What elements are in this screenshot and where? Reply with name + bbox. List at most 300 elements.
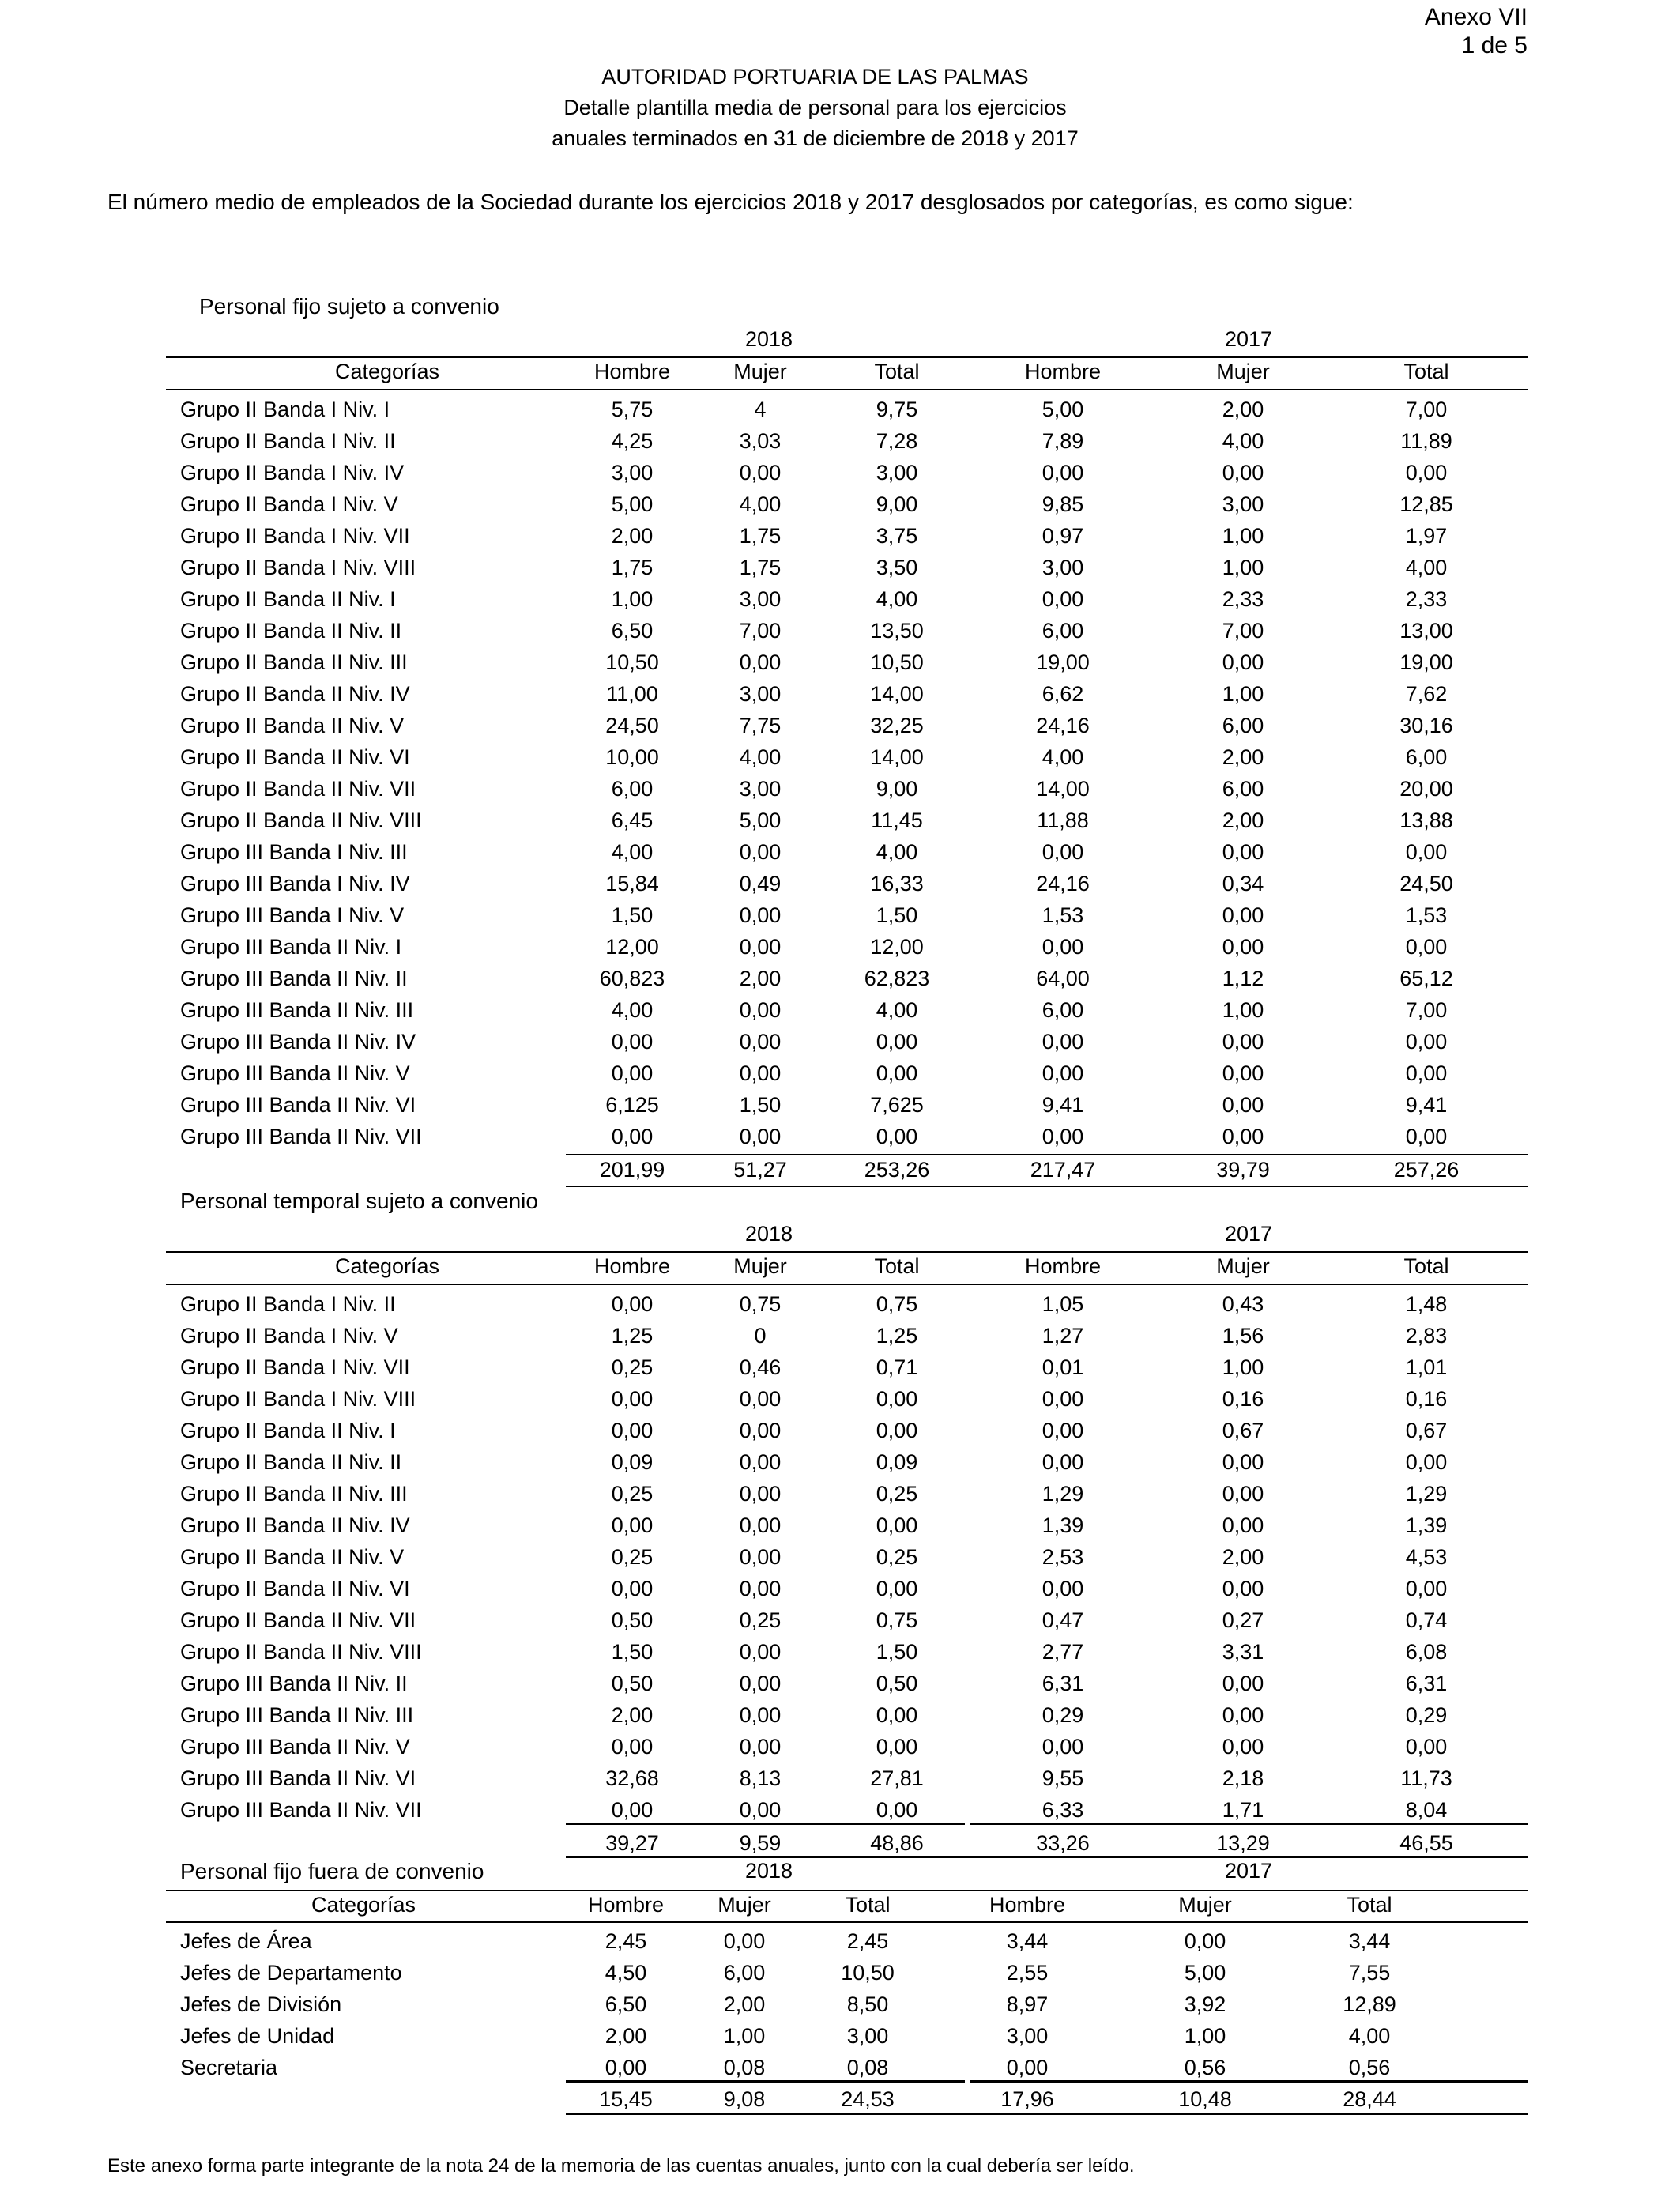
value-cell: 9,00	[876, 777, 918, 801]
value-cell: 0,00	[876, 1798, 918, 1822]
column-header: Total	[874, 1254, 920, 1278]
value-cell: 0,00	[876, 1735, 918, 1759]
value-cell: 0,00	[739, 1514, 782, 1537]
table-row	[0, 1383, 1680, 1415]
value-cell: 1,75	[611, 556, 654, 579]
value-cell: 0,00	[1042, 1419, 1084, 1442]
value-cell: 32,68	[605, 1766, 659, 1790]
table-row	[0, 1478, 1680, 1510]
value-cell: 0,25	[611, 1482, 654, 1506]
value-cell: 0,00	[611, 1577, 654, 1600]
category-label: Grupo II Banda II Niv. III	[180, 650, 408, 674]
value-cell: 0,27	[1222, 1608, 1264, 1632]
table-row	[0, 994, 1680, 1026]
value-cell: 0,00	[611, 1514, 654, 1537]
column-header: Total	[845, 1893, 891, 1917]
column-header: Hombre	[1024, 1254, 1102, 1278]
table-row	[0, 2020, 1680, 2052]
value-cell: 0,00	[1222, 1093, 1264, 1117]
value-cell: 0,00	[1405, 1061, 1448, 1085]
value-cell: 11,00	[606, 682, 658, 706]
value-cell: 5,00	[1184, 1961, 1226, 1985]
value-cell: 0,00	[739, 1735, 782, 1759]
table-row	[0, 1026, 1680, 1057]
value-cell: 1,05	[1042, 1292, 1084, 1316]
table-row	[0, 1288, 1680, 1320]
table-row	[0, 457, 1680, 488]
value-cell: 6,00	[1222, 714, 1264, 737]
value-cell: 0,00	[1222, 461, 1264, 484]
total-value: 257,26	[1393, 1158, 1460, 1182]
value-cell: 0,75	[739, 1292, 782, 1316]
value-cell: 0,00	[739, 1672, 782, 1695]
total-value: 48,86	[870, 1831, 924, 1855]
category-label: Grupo III Banda II Niv. VI	[180, 1093, 416, 1117]
value-cell: 0,00	[739, 1798, 782, 1822]
year-2018-label: 2018	[744, 327, 793, 351]
totals-row	[0, 1827, 1680, 1859]
value-cell: 7,00	[739, 619, 782, 643]
value-cell: 7,00	[1405, 398, 1448, 421]
column-header: Hombre	[593, 1254, 671, 1278]
value-cell: 8,97	[1006, 1992, 1049, 2016]
column-header-row	[0, 1889, 1680, 1921]
value-cell: 2,18	[1222, 1766, 1264, 1790]
header-line-2: Detalle plantilla media de personal para los ejercicios	[563, 96, 1067, 119]
table-row	[0, 1794, 1680, 1826]
table-row	[0, 1121, 1680, 1152]
value-cell: 9,41	[1042, 1093, 1084, 1117]
value-cell: 6,00	[1042, 998, 1084, 1022]
value-cell: 10,00	[605, 745, 659, 769]
value-cell: 3,00	[611, 461, 654, 484]
value-cell: 0,00	[739, 1125, 782, 1148]
value-cell: 0,00	[1405, 461, 1448, 484]
section-bottom-rule	[566, 2113, 1528, 2115]
value-cell: 11,73	[1400, 1766, 1452, 1790]
category-label: Grupo III Banda II Niv. VII	[180, 1125, 422, 1148]
table-row	[0, 931, 1680, 963]
value-cell: 2,55	[1006, 1961, 1049, 1985]
value-cell: 0,16	[1222, 1387, 1264, 1411]
totals-row	[0, 1154, 1680, 1186]
table-row	[0, 741, 1680, 773]
table-row	[0, 805, 1680, 836]
value-cell: 2,00	[723, 1992, 766, 2016]
value-cell: 24,50	[1399, 872, 1453, 895]
value-cell: 1,00	[611, 587, 654, 611]
value-cell: 2,77	[1042, 1640, 1084, 1664]
table-row	[0, 647, 1680, 678]
section-title: Personal temporal sujeto a convenio	[180, 1189, 538, 1213]
value-cell: 4,25	[611, 429, 654, 453]
value-cell: 3,75	[876, 524, 918, 548]
value-cell: 4,53	[1405, 1545, 1448, 1569]
value-cell: 1,71	[1222, 1798, 1264, 1822]
table-row	[0, 615, 1680, 647]
value-cell: 0,29	[1405, 1703, 1448, 1727]
value-cell: 6,62	[1042, 682, 1084, 706]
value-cell: 6,00	[1042, 619, 1084, 643]
category-label: Jefes de Unidad	[180, 2024, 335, 2048]
value-cell: 0,00	[1042, 461, 1084, 484]
total-value: 15,45	[599, 2087, 653, 2111]
total-value: 28,44	[1343, 2087, 1396, 2111]
value-cell: 0,00	[739, 1387, 782, 1411]
value-cell: 6,31	[1042, 1672, 1084, 1695]
value-cell: 6,33	[1042, 1798, 1084, 1822]
category-label: Jefes de División	[180, 1992, 342, 2016]
value-cell: 0,00	[1222, 1125, 1264, 1148]
value-cell: 0,56	[1184, 2056, 1226, 2079]
category-label: Grupo III Banda I Niv. IV	[180, 872, 410, 895]
total-value: 9,08	[723, 2087, 766, 2111]
value-cell: 2,45	[846, 1929, 889, 1953]
value-cell: 0,00	[739, 998, 782, 1022]
value-cell: 1,01	[1405, 1355, 1448, 1379]
value-cell: 65,12	[1399, 967, 1453, 990]
category-label: Grupo III Banda I Niv. V	[180, 903, 405, 927]
value-cell: 3,00	[739, 682, 782, 706]
value-cell: 6,00	[611, 777, 654, 801]
total-value: 13,29	[1216, 1831, 1270, 1855]
value-cell: 4,00	[876, 998, 918, 1022]
value-cell: 7,89	[1042, 429, 1084, 453]
document-header	[0, 62, 1630, 154]
value-cell: 12,85	[1399, 492, 1453, 516]
table-row	[0, 425, 1680, 457]
category-label: Grupo III Banda II Niv. I	[180, 935, 402, 959]
category-label: Grupo III Banda II Niv. IV	[180, 1030, 416, 1054]
total-rule-2018	[566, 1823, 965, 1825]
column-header: Hombre	[1024, 360, 1102, 383]
value-cell: 9,55	[1042, 1766, 1084, 1790]
value-cell: 1,00	[1222, 556, 1264, 579]
category-label: Grupo II Banda II Niv. I	[180, 587, 396, 611]
value-cell: 0,00	[1222, 1514, 1264, 1537]
category-label: Grupo II Banda I Niv. VII	[180, 1355, 410, 1379]
value-cell: 2,33	[1222, 587, 1264, 611]
value-cell: 0,00	[876, 1577, 918, 1600]
value-cell: 3,00	[846, 2024, 889, 2048]
column-header: Mujer	[733, 360, 787, 383]
header-line-1: AUTORIDAD PORTUARIA DE LAS PALMAS	[601, 65, 1029, 89]
value-cell: 0,00	[611, 1061, 654, 1085]
category-label: Grupo III Banda II Niv. V	[180, 1735, 410, 1759]
value-cell: 10,50	[605, 650, 659, 674]
value-cell: 0,01	[1042, 1355, 1084, 1379]
value-cell: 62,823	[864, 967, 930, 990]
value-cell: 0,00	[739, 461, 782, 484]
value-cell: 0,09	[876, 1450, 918, 1474]
value-cell: 1,75	[739, 556, 782, 579]
value-cell: 5,75	[611, 398, 654, 421]
value-cell: 0,67	[1222, 1419, 1264, 1442]
column-header: Total	[874, 360, 920, 383]
value-cell: 0,00	[739, 840, 782, 864]
value-cell: 6,45	[611, 809, 654, 832]
value-cell: 0,00	[739, 1640, 782, 1664]
value-cell: 0,00	[1405, 1030, 1448, 1054]
value-cell: 0,00	[611, 1030, 654, 1054]
value-cell: 15,84	[605, 872, 659, 895]
value-cell: 3,00	[876, 461, 918, 484]
value-cell: 1,00	[723, 2024, 766, 2048]
value-cell: 0,00	[611, 1292, 654, 1316]
total-value: 39,27	[605, 1831, 659, 1855]
table-row	[0, 2052, 1680, 2083]
value-cell: 1,50	[739, 1093, 782, 1117]
category-label: Grupo II Banda I Niv. II	[180, 429, 396, 453]
category-label: Grupo II Banda I Niv. VIII	[180, 556, 416, 579]
value-cell: 0,00	[1222, 1735, 1264, 1759]
total-rule-2018	[566, 2080, 965, 2083]
year-2017-label: 2017	[1224, 1859, 1273, 1883]
value-cell: 0,00	[1222, 935, 1264, 959]
value-cell: 1,27	[1042, 1324, 1084, 1348]
table-row	[0, 1446, 1680, 1478]
header-bottom-rule	[166, 1921, 1528, 1923]
value-cell: 3,00	[1042, 556, 1084, 579]
value-cell: 0,00	[1405, 1450, 1448, 1474]
value-cell: 5,00	[611, 492, 654, 516]
value-cell: 0,00	[611, 1387, 654, 1411]
value-cell: 1,39	[1042, 1514, 1084, 1537]
value-cell: 0,29	[1042, 1703, 1084, 1727]
value-cell: 13,88	[1399, 809, 1453, 832]
value-cell: 0,00	[739, 935, 782, 959]
category-label: Grupo II Banda II Niv. IV	[180, 1514, 410, 1537]
value-cell: 8,50	[846, 1992, 889, 2016]
section-bottom-rule	[566, 1186, 1528, 1187]
column-header: Hombre	[989, 1893, 1066, 1917]
value-cell: 0,00	[1042, 587, 1084, 611]
totals-row	[0, 2083, 1680, 2115]
value-cell: 0,00	[1222, 1482, 1264, 1506]
value-cell: 3,03	[739, 429, 782, 453]
value-cell: 1,00	[1184, 2024, 1226, 2048]
value-cell: 0,00	[876, 1419, 918, 1442]
column-header: Mujer	[718, 1893, 771, 1917]
value-cell: 2,00	[611, 1703, 654, 1727]
value-cell: 12,00	[605, 935, 659, 959]
value-cell: 5,00	[739, 809, 782, 832]
value-cell: 7,28	[876, 429, 918, 453]
value-cell: 20,00	[1399, 777, 1453, 801]
value-cell: 0,08	[723, 2056, 766, 2079]
total-value: 217,47	[1030, 1158, 1096, 1182]
value-cell: 3,44	[1006, 1929, 1049, 1953]
value-cell: 4,00	[739, 745, 782, 769]
value-cell: 0,00	[876, 1030, 918, 1054]
column-header: Hombre	[587, 1893, 665, 1917]
value-cell: 0,00	[739, 1419, 782, 1442]
value-cell: 1,97	[1405, 524, 1448, 548]
table-row	[0, 710, 1680, 741]
value-cell: 9,41	[1405, 1093, 1448, 1117]
value-cell: 0,00	[611, 1125, 654, 1148]
value-cell: 0,00	[1042, 1061, 1084, 1085]
table-row	[0, 1415, 1680, 1446]
category-label: Grupo II Banda II Niv. III	[180, 1482, 408, 1506]
annex-label	[1425, 3, 1527, 60]
value-cell: 2,00	[611, 524, 654, 548]
footnote: Este anexo forma parte integrante de la nota 24 de la memoria de las cuentas anuales, junto con la cual debería ser leído.	[107, 2155, 1135, 2177]
year-2018-label: 2018	[744, 1222, 793, 1246]
value-cell: 6,00	[723, 1961, 766, 1985]
category-label: Grupo II Banda II Niv. IV	[180, 682, 410, 706]
value-cell: 16,33	[870, 872, 924, 895]
value-cell: 6,31	[1405, 1672, 1448, 1695]
value-cell: 0,00	[611, 1798, 654, 1822]
value-cell: 32,25	[870, 714, 924, 737]
column-header: Mujer	[1216, 360, 1270, 383]
table-row	[0, 678, 1680, 710]
total-value: 46,55	[1399, 1831, 1453, 1855]
value-cell: 0,00	[1042, 840, 1084, 864]
value-cell: 0,08	[846, 2056, 889, 2079]
category-label: Grupo III Banda II Niv. III	[180, 1703, 414, 1727]
section-title: Personal fijo fuera de convenio	[180, 1859, 484, 1883]
table-row	[0, 1668, 1680, 1699]
value-cell: 1,50	[876, 903, 918, 927]
value-cell: 0,00	[611, 1419, 654, 1442]
value-cell: 10,50	[841, 1961, 895, 1985]
category-label: Grupo III Banda II Niv. II	[180, 967, 408, 990]
value-cell: 0,00	[876, 1061, 918, 1085]
value-cell: 0,00	[1222, 1061, 1264, 1085]
value-cell: 0,00	[739, 1030, 782, 1054]
total-value: 201,99	[599, 1158, 665, 1182]
year-2017-label: 2017	[1224, 1222, 1273, 1246]
category-label: Grupo II Banda II Niv. VII	[180, 777, 416, 801]
value-cell: 0,09	[611, 1450, 654, 1474]
value-cell: 0,00	[1042, 935, 1084, 959]
value-cell: 10,50	[870, 650, 924, 674]
value-cell: 0,34	[1222, 872, 1264, 895]
category-label: Grupo II Banda II Niv. VII	[180, 1608, 416, 1632]
value-cell: 2,00	[1222, 1545, 1264, 1569]
value-cell: 0,00	[876, 1703, 918, 1727]
column-header-row	[0, 356, 1680, 387]
table-row	[0, 1957, 1680, 1989]
value-cell: 4,00	[876, 587, 918, 611]
value-cell: 2,00	[739, 967, 782, 990]
value-cell: 7,55	[1348, 1961, 1391, 1985]
value-cell: 7,75	[739, 714, 782, 737]
column-header-categorias: Categorías	[334, 1254, 440, 1278]
value-cell: 0,46	[739, 1355, 782, 1379]
value-cell: 3,92	[1184, 1992, 1226, 2016]
table-row	[0, 1510, 1680, 1541]
value-cell: 14,00	[870, 745, 924, 769]
value-cell: 0,25	[611, 1545, 654, 1569]
value-cell: 0,00	[1222, 903, 1264, 927]
value-cell: 4,00	[611, 840, 654, 864]
table-row	[0, 552, 1680, 583]
value-cell: 0,50	[611, 1608, 654, 1632]
value-cell: 0,00	[1405, 840, 1448, 864]
value-cell: 0,00	[1042, 1387, 1084, 1411]
value-cell: 60,823	[599, 967, 665, 990]
value-cell: 0,16	[1405, 1387, 1448, 1411]
value-cell: 1,29	[1042, 1482, 1084, 1506]
value-cell: 1,50	[611, 903, 654, 927]
annex-title: Anexo VII	[1424, 4, 1527, 30]
category-label: Grupo II Banda II Niv. II	[180, 619, 402, 643]
value-cell: 0	[754, 1324, 767, 1348]
table-row	[0, 1731, 1680, 1762]
value-cell: 2,00	[605, 2024, 647, 2048]
category-label: Grupo II Banda I Niv. IV	[180, 461, 405, 484]
value-cell: 3,31	[1222, 1640, 1264, 1664]
value-cell: 4,00	[1348, 2024, 1391, 2048]
table-row	[0, 868, 1680, 899]
value-cell: 2,33	[1405, 587, 1448, 611]
value-cell: 1,12	[1222, 967, 1264, 990]
value-cell: 0,00	[1042, 1577, 1084, 1600]
total-value: 17,96	[1000, 2087, 1054, 2111]
value-cell: 4	[754, 398, 767, 421]
value-cell: 0,00	[605, 2056, 647, 2079]
value-cell: 3,00	[739, 587, 782, 611]
value-cell: 11,45	[871, 809, 923, 832]
value-cell: 1,50	[611, 1640, 654, 1664]
value-cell: 24,16	[1036, 872, 1090, 895]
value-cell: 0,00	[1042, 1030, 1084, 1054]
value-cell: 0,47	[1042, 1608, 1084, 1632]
value-cell: 6,50	[605, 1992, 647, 2016]
value-cell: 1,25	[876, 1324, 918, 1348]
value-cell: 0,00	[1222, 1450, 1264, 1474]
value-cell: 0,50	[611, 1672, 654, 1695]
value-cell: 0,00	[1042, 1125, 1084, 1148]
value-cell: 2,00	[1222, 398, 1264, 421]
table-row	[0, 1089, 1680, 1121]
column-header: Total	[1403, 1254, 1449, 1278]
category-label: Grupo II Banda I Niv. I	[180, 398, 390, 421]
section-title: Personal fijo sujeto a convenio	[199, 294, 499, 319]
value-cell: 1,00	[1222, 1355, 1264, 1379]
value-cell: 12,00	[870, 935, 924, 959]
value-cell: 0,71	[876, 1355, 918, 1379]
value-cell: 0,00	[1222, 1030, 1264, 1054]
value-cell: 0,00	[1222, 1672, 1264, 1695]
column-header: Mujer	[1178, 1893, 1232, 1917]
table-row	[0, 520, 1680, 552]
table-row	[0, 1699, 1680, 1731]
value-cell: 9,00	[876, 492, 918, 516]
value-cell: 0,00	[1405, 1735, 1448, 1759]
category-label: Grupo II Banda II Niv. VI	[180, 1577, 410, 1600]
value-cell: 3,00	[1006, 2024, 1049, 2048]
value-cell: 4,50	[605, 1961, 647, 1985]
year-2017-label: 2017	[1224, 327, 1273, 351]
value-cell: 1,00	[1222, 682, 1264, 706]
value-cell: 11,88	[1037, 809, 1089, 832]
total-value: 9,59	[739, 1831, 782, 1855]
column-header: Hombre	[593, 360, 671, 383]
value-cell: 4,00	[739, 492, 782, 516]
category-label: Grupo III Banda II Niv. VII	[180, 1798, 422, 1822]
column-header: Mujer	[733, 1254, 787, 1278]
value-cell: 6,08	[1405, 1640, 1448, 1664]
category-label: Grupo III Banda I Niv. III	[180, 840, 408, 864]
value-cell: 0,00	[876, 1125, 918, 1148]
intro-text: El número medio de empleados de la Sociedad durante los ejercicios 2018 y 2017 desglosados por categorías, es como sigue:	[107, 190, 1354, 214]
category-label: Grupo II Banda I Niv. II	[180, 1292, 396, 1316]
value-cell: 0,25	[739, 1608, 782, 1632]
